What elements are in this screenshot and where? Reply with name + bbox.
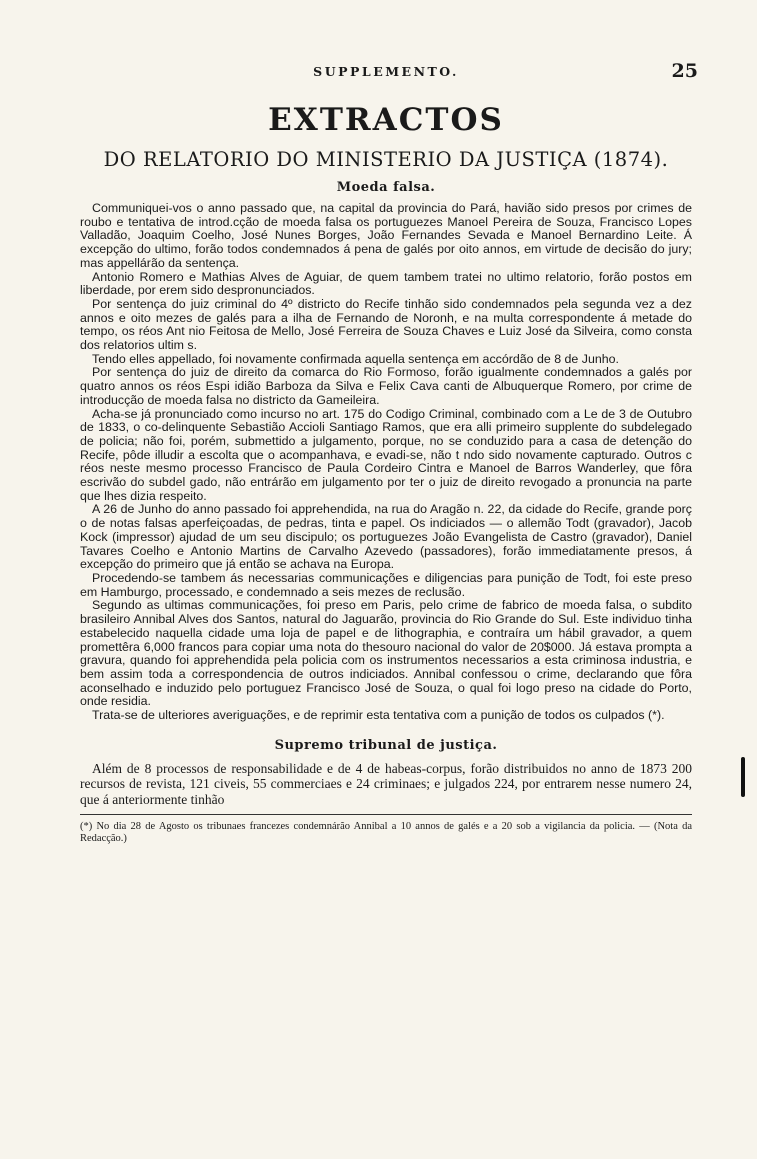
running-head: [80, 58, 698, 82]
page-number: 25: [671, 60, 698, 82]
main-title: EXTRACTOS: [268, 102, 504, 138]
paragraph: Trata-se de ulteriores averiguações, e de reprimir esta tentativa com a punição de todos os culpados (*).: [92, 708, 665, 723]
paragraph: Além de 8 processos de responsabilidade e de 4 de habeas-corpus, forão distribuidos no anno de 1873 200 recursos de revista, 121 civeis, 55 commerciaes e 24 criminaes; e julgados 224, por entrarem nesse numero 24, que á anteriormente tinhão: [80, 760, 692, 807]
subtitle: DO RELATORIO DO MINISTERIO DA JUSTIÇA (1874).: [103, 148, 669, 171]
section-heading-supremo-tribunal: Supremo tribunal de justiça.: [274, 737, 498, 753]
footnote-divider: [80, 814, 692, 815]
paragraph: Procedendo-se tambem ás necessarias communicações e diligencias para punição de Todt, foi este preso em Hamburgo, processado, e condemnado a seis mezes de reclusão.: [80, 570, 692, 599]
paragraph: Tendo elles appellado, foi novamente confirmada aquella sentença em accórdão de 8 de Junho.: [92, 351, 619, 366]
margin-mark: [741, 757, 745, 797]
section-heading-moeda-falsa: Moeda falsa.: [336, 180, 436, 195]
page: [80, 58, 698, 845]
section-body-moeda-falsa: [80, 202, 692, 723]
paragraph: Por sentença do juiz criminal do 4º districto do Recife tinhão sido condemnados pela segunda vez a dez annos e oito mezes de galés para a ilha de Fernando de Noronh, e na multa correspondente á metade do tempo, os réos Ant nio Feitosa de Mello, José Ferreira de Souza Chaves e Luiz José da Silveira, como consta dos relatorios ultim s.: [80, 296, 692, 353]
running-title: SUPPLEMENTO.: [313, 64, 459, 79]
paragraph: Antonio Romero e Mathias Alves de Aguiar, de quem tambem tratei no ultimo relatorio, forão postos em liberdade, por erem sido despronunciados.: [80, 269, 692, 298]
paragraph: Communiquei-vos o anno passado que, na capital da provincia do Pará, havião sido presos por crimes de roubo e tentativa de introd.cção de moeda falsa os portuguezes Manoel Pereira de Souza, Francisco Lopes Valladão, Joaquim Coelho, José Nunes Borges, João Fernandes Sevada e Manoel Bernardino Leite. Á excepção do ultimo, forão todos condemnados á pena de galés por oito annos, em virtude de decisão do jury; mas appellárão da sentença.: [80, 201, 692, 270]
paragraph: Segundo as ultimas communicações, foi preso em Paris, pelo crime de fabrico de moeda falsa, o subdito brasileiro Annibal Alves dos Santos, natural do Jaguarão, provincia do Rio Grande do Sul. Este individuo tinha estabelecido naquella cidade uma loja de papel e de lithographia, e contraíra um hábil gravador, a quem promettêra 6,000 francos para copiar uma nota do thesouro nacional do valor de 20$000. Já estava prompta a gravura, quando foi apprehendida pela policia com os instrumentos necessarios a esta criminosa industria, e bem assim toda a correspondencia de outros indiciados. Annibal confessou o crime, declarando que fôra aconselhado e induzido pelo portuguez Francisco José de Souza, o qual foi logo preso na cidade do Porto, onde residia.: [80, 598, 692, 709]
footnote: (*) No dia 28 de Agosto os tribunaes francezes condemnárão Annibal a 10 annos de galés e a 20 sob a vigilancia da policia. — (Nota da Redacção.): [80, 821, 692, 845]
paragraph: Por sentença do juiz de direito da comarca do Rio Formoso, forão igualmente condemnados a galés por quatro annos os réos Espi idião Barboza da Silva e Felix Cava canti de Albuquerque Romero, por crime de introducção de moeda falsa no districto da Gameileira.: [80, 365, 692, 407]
paragraph: Acha-se já pronunciado como incurso no art. 175 do Codigo Criminal, combinado com a Le de 3 de Outubro de 1833, o co-delinquente Sebastião Accioli Santiago Ramos, que era alli primeiro supplente do subdelegado de policia; não foi, porém, submettido a julgamento, porque, no se conduzido para a casa de detenção do Recife, pôde illudir a escolta que o acompanhava, e evadi-se, não t ndo sido novamente capturado. Outros c réos neste mesmo processo Francisco de Paula Cordeiro Cintra e Manoel de Barros Wanderley, que fôra escrivão do subdel gado, não entrárão em julgamento por ter o juiz de direito revogado a pronuncia na parte que lhes dizia respeito.: [80, 406, 692, 503]
paragraph: A 26 de Junho do anno passado foi apprehendida, na rua do Aragão n. 22, da cidade do Recife, grande porç o de notas falsas aperfeiçoadas, de pedras, tinta e papel. Os indiciados — o allemão Todt (gravador), Jacob Kock (impressor) ajudad de um seu discipulo; os portuguezes João Evangelista de Castro (gravador), Daniel Tavares Coelho e Antonio Martins de Carvalho Azevedo (passadores), forão immediatamente presos, á excepção do primeiro que já então se achava na Europa.: [80, 502, 692, 572]
